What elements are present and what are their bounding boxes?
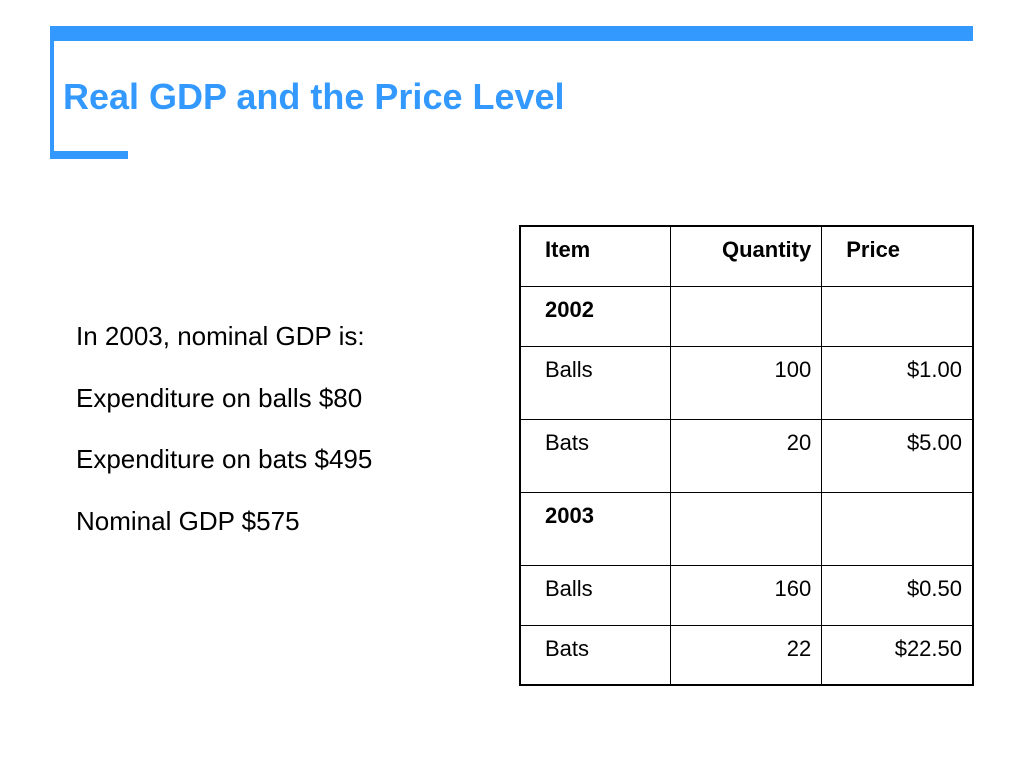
header-price: Price <box>822 226 973 286</box>
item-cell: Bats <box>520 419 670 492</box>
slide-title: Real GDP and the Price Level <box>63 76 565 117</box>
body-line: Nominal GDP $575 <box>76 505 300 536</box>
body-text-list <box>76 306 506 552</box>
quantity-cell: 22 <box>670 625 822 685</box>
price-cell <box>822 286 973 346</box>
header-item: Item <box>520 226 670 286</box>
price-cell: $5.00 <box>822 419 973 492</box>
table-row <box>520 492 973 565</box>
price-cell: $22.50 <box>822 625 973 685</box>
quantity-cell: 160 <box>670 565 822 625</box>
year-cell: 2002 <box>520 286 670 346</box>
bottom-accent-bar <box>50 151 128 159</box>
table-row <box>520 565 973 625</box>
item-cell: Bats <box>520 625 670 685</box>
item-cell: Balls <box>520 565 670 625</box>
year-cell: 2003 <box>520 492 670 565</box>
body-line: Expenditure on bats $495 <box>76 444 373 474</box>
quantity-cell: 20 <box>670 419 822 492</box>
table-row <box>520 419 973 492</box>
body-line: Expenditure on balls $80 <box>76 382 363 413</box>
header-quantity: Quantity <box>670 226 822 286</box>
price-cell <box>822 492 973 565</box>
table-row <box>520 346 973 419</box>
price-cell: $1.00 <box>822 346 973 419</box>
quantity-price-table <box>519 225 974 686</box>
left-accent-bar <box>50 26 54 159</box>
quantity-cell: 100 <box>670 346 822 419</box>
table-row <box>520 625 973 685</box>
table-header-row <box>520 226 973 286</box>
quantity-cell <box>670 492 822 565</box>
price-cell: $0.50 <box>822 565 973 625</box>
top-accent-bar <box>50 26 973 41</box>
body-line: In 2003, nominal GDP is: <box>76 321 365 351</box>
item-cell: Balls <box>520 346 670 419</box>
quantity-cell <box>670 286 822 346</box>
table-row <box>520 286 973 346</box>
